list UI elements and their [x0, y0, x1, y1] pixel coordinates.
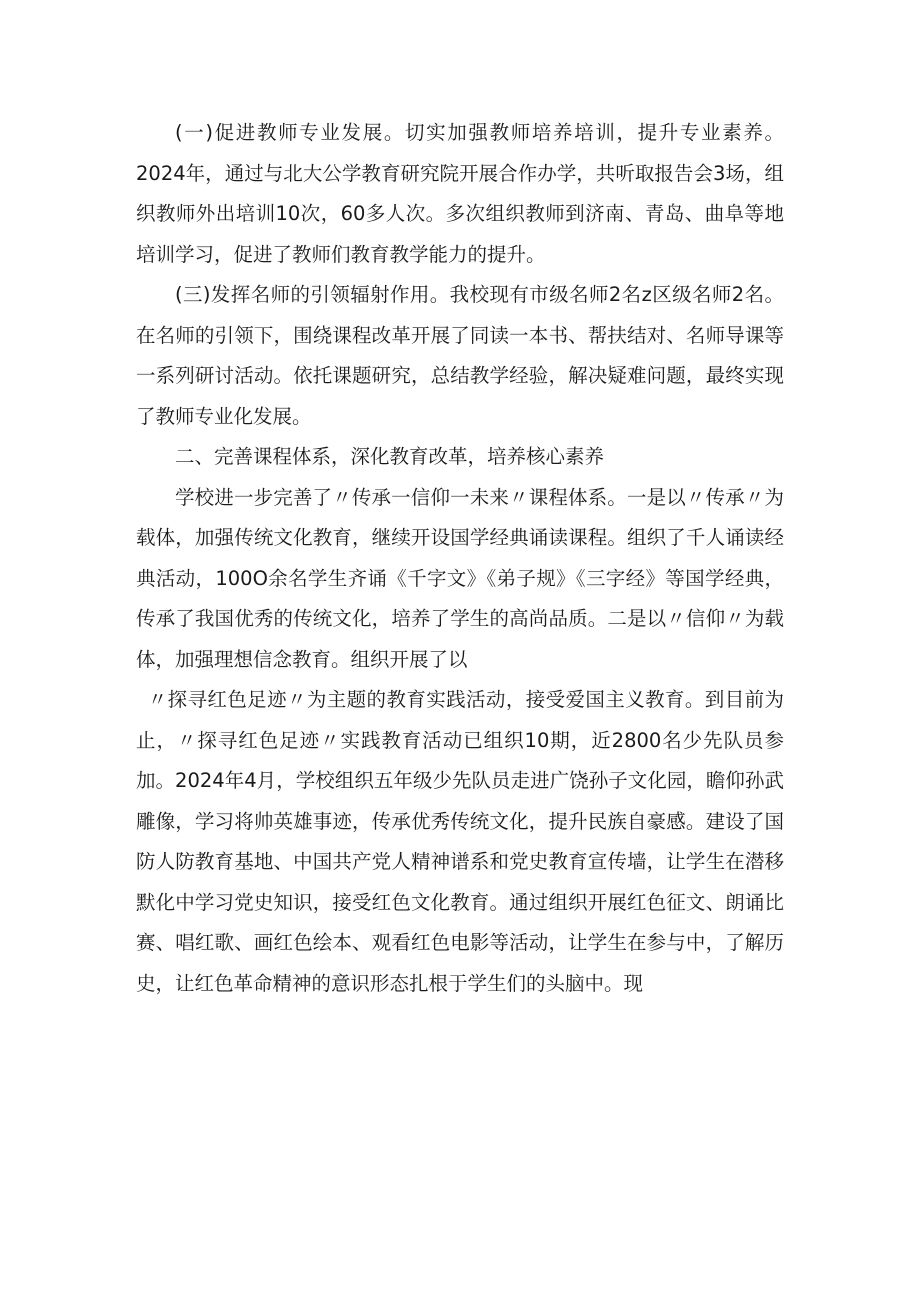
document-body — [136, 113, 784, 1004]
paragraph-curriculum-system: 学校进一步完善了〃传承一信仰一未来〃课程体系。一是以〃传承〃为载体，加强传统文化教育，继续开设国学经典诵读课程。组织了千人诵读经典活动，100O余名学生齐诵《千字文》《弟子规》《三字经》等国学经典，传承了我国优秀的传统文化，培养了学生的高尚品质。二是以〃信仰〃为载体，加强理想信念教育。组织开展了以 — [136, 485, 784, 671]
paragraph-teacher-development: (一)促进教师专业发展。切实加强教师培养培训，提升专业素养。2024年，通过与北大公学教育研究院开展合作办学，共听取报告会3场，组织教师外出培训10次，60多人次。多次组织教师到济南、青岛、曲阜等地培训学习，促进了教师们教育教学能力的提升。 — [136, 121, 784, 266]
paragraph-famous-teachers: (三)发挥名师的引领辐射作用。我校现有市级名师2名z区级名师2名。在名师的引领下，围绕课程改革开展了同读一本书、帮扶结对、名师导课等一系列研讨活动。依托课题研究，总结教学经验，解决疑难问题，最终实现了教师专业化发展。 — [136, 283, 784, 428]
paragraph-red-footprints: 〃探寻红色足迹〃为主题的教育实践活动，接受爱国主义教育。到目前为止，〃探寻红色足迹〃实践教育活动已组织10期，近2800名少先队员参加。2024年4月，学校组织五年级少先队员走进广饶孙子文化园，瞻仰孙武雕像，学习将帅英雄事迹，传承优秀传统文化，提升民族自豪感。建设了国防人防教育基地、中国共产党人精神谱系和党史教育宣传墙，让学生在潜移默化中学习党史知识，接受红色文化教育。通过组织开展红色征文、朗诵比赛、唱红歌、画红色绘本、观看红色电影等活动，让学生在参与中，了解历史，让红色革命精神的意识形态扎根于学生们的头脑中。现 — [136, 688, 784, 995]
section-heading-curriculum: 二、完善课程体系，深化教育改革，培养核心素养 — [175, 445, 605, 468]
